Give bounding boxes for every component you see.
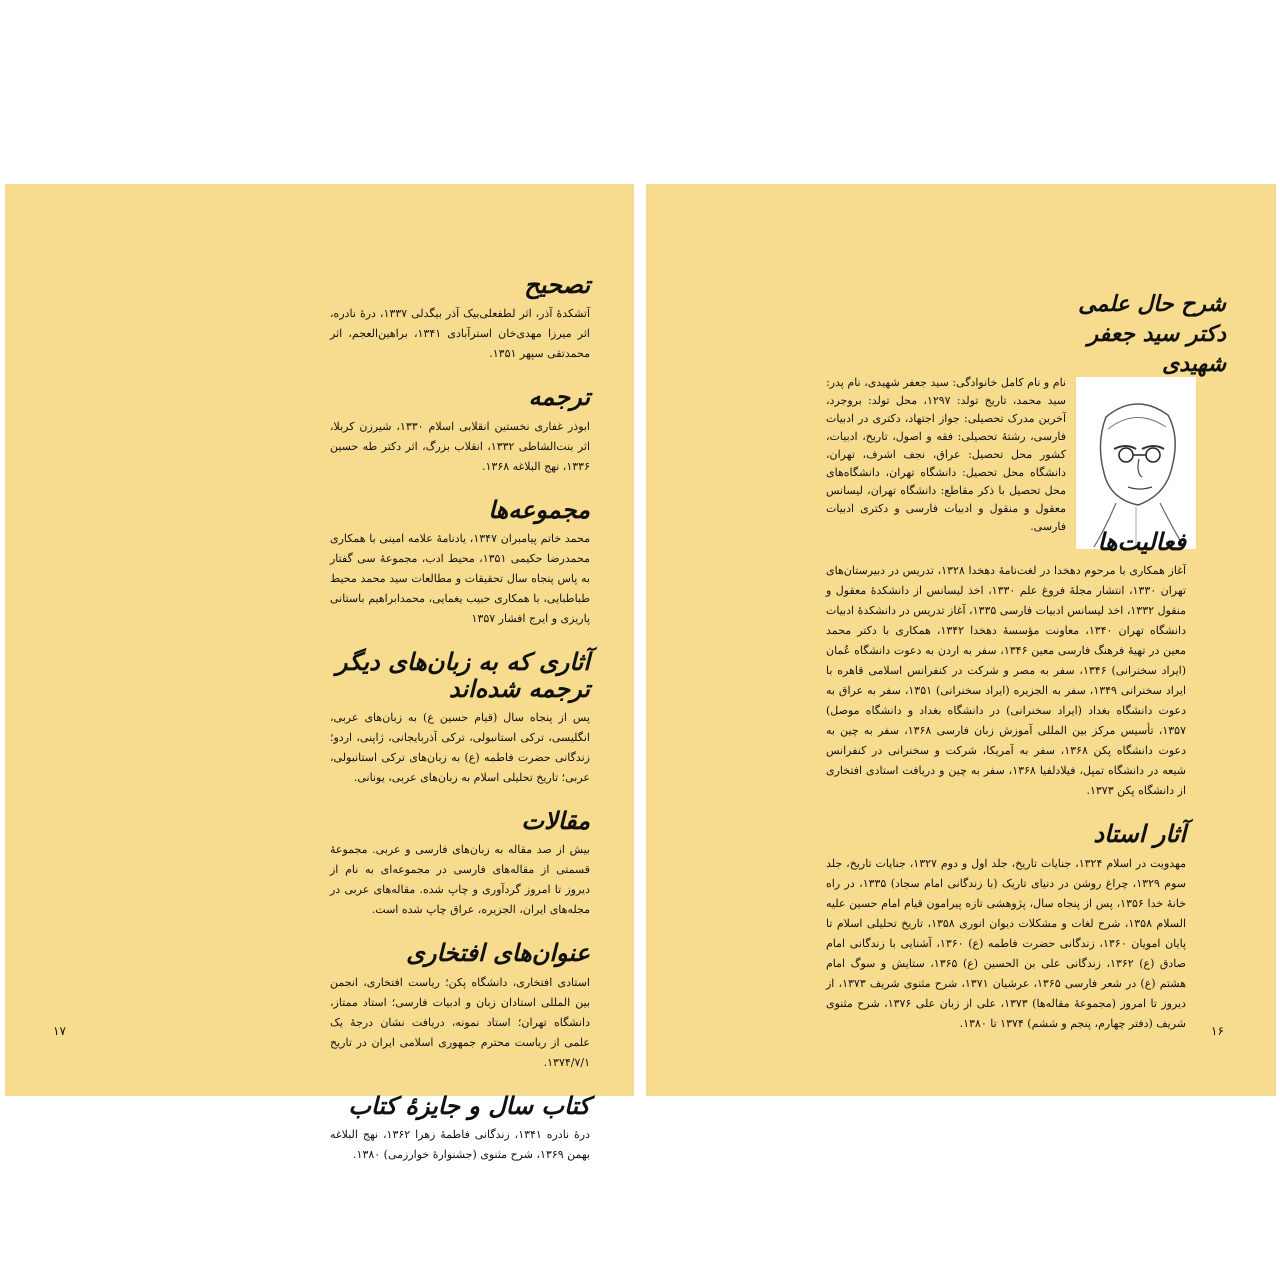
section-honorary-titles	[330, 940, 590, 1072]
left-page	[5, 184, 634, 1162]
bio-intro: نام و نام کامل خانوادگی: سید جعفر شهیدی، نام پدر: سید محمد، تاریخ تولد: ۱۲۹۷، محل تولد: بروجرد، آخرین مدرک تحصیلی: جواز اجتهاد، دکتری در ادبیات فارسی، رشتهٔ تحصیلی: فقه و اصول، تاریخ، ادبیات، کشور محل تحصیل: عراق، نجف اشرف، تهران، دانشگاه محل تحصیل: دانشگاه تهران، دانشگاه‌های محل تحصیل با ذکر مقاطع: دانشگاه تهران، لیسانس معقول و منقول و ادبیات فارسی و دکتری ادبیات فارسی.	[826, 376, 1066, 533]
section-correction	[330, 272, 590, 364]
section-title: مقالات	[521, 805, 590, 835]
section-body: بیش از صد مقاله به زبان‌های فارسی و عربی. مجموعهٔ قسمتی از مقاله‌های فارسی در مجموعه‌ای به نام از دیروز تا امروز گردآوری و چاپ شده. مقاله‌های عربی در مجله‌های ایران، الجزیره، عراق چاپ شده است.	[330, 843, 590, 917]
section-title: عنوان‌های افتخاری	[406, 938, 590, 968]
section-collections	[330, 494, 591, 629]
section-body: استادی افتخاری، دانشگاه پکن؛ ریاست افتخاری، انجمن بین المللی استادان زبان و ادبیات فارسی؛ استاد ممتاز، دانشگاه تهران؛ استاد نمونه، دریافت نشان درجهٔ یک علمی از ریاست محترم جمهوری اسلامی ایران در تاریخ ۱۳۷۴/۷/۱.	[330, 975, 590, 1069]
section-activities	[826, 529, 1186, 801]
section-translation	[330, 384, 590, 476]
section-articles	[330, 805, 590, 920]
section-body: مهدویت در اسلام ۱۳۲۴، جنایات تاریخ، جلد اول و دوم ۱۳۲۷، جنایات تاریخ، جلد سوم ۱۳۲۹، چراغ روشن در دنیای تاریک (با زندگانی امام سجاد) ۱۳۳۵، در راه خانهٔ خدا ۱۳۵۶، پس از پنجاه سال، پژوهشی تازه پیرامون قیام امام حسین علیه السلام ۱۳۵۸، شرح لغات و مشکلات دیوان انوری ۱۳۵۸، تاریخ تحلیلی اسلام تا پایان امویان ۱۳۶۰، زندگانی حضرت فاطمه (ع) ۱۳۶۰، آشنایی با زندگانی امام صادق (ع) ۱۳۶۲، زندگانی علی بن الحسین (ع) ۱۳۶۵، ستایش و سوگ امام هشتم (ع) در شعر فارسی ۱۳۶۵، عرشیان ۱۳۷۱، شرح مثنوی شریف ۱۳۷۳، از دیروز تا امروز (مجموعهٔ مقاله‌ها) ۱۳۷۳، علی از زبان علی ۱۳۷۶، شرح مثنوی شریف (دفتر چهارم، پنجم و ششم) ۱۳۷۴ تا ۱۳۸۰.	[826, 856, 1187, 1030]
section-title: آثاری که به زبان‌های دیگر ترجمه شده‌اند	[335, 647, 590, 703]
bio-heading-line2: دکتر سید جعفر شهیدی	[1087, 321, 1226, 377]
section-translated-works	[330, 649, 590, 788]
section-body: محمد خاتم پیامبران ۱۳۴۷، یادنامهٔ علامه امینی با همکاری محمدرضا حکیمی ۱۳۵۱، محیط ادب، مجموعهٔ سی گفتار به پاس پنجاه سال تحقیقات و مطالعات سید محمد محیط طباطبایی، با همکاری حبیب یغمایی، محمدابراهیم باستانی پاریزی و ایرج افشار ۱۳۵۷	[330, 532, 591, 626]
section-body: آتشکدهٔ آذر، اثر لطفعلی‌بیک آذر بیگدلی ۱۳۳۷، درهٔ نادره، اثر میرزا مهدی‌خان استرآبادی ۱۳۴۱، براهین‌العجم، اثر محمدتقی سپهر ۱۳۵۱.	[330, 307, 590, 361]
section-body: درهٔ نادره ۱۳۴۱، زندگانی فاطمهٔ زهرا ۱۳۶۲، نهج البلاغه بهمن ۱۳۶۹، شرح مثنوی (جشنوارهٔ خوارزمی) ۱۳۸۰.	[330, 1128, 590, 1162]
section-title: مجموعه‌ها	[488, 494, 590, 524]
portrait-sketch-icon	[1076, 377, 1196, 549]
bio-heading-line1: شرح حال علمی	[1078, 291, 1226, 317]
section-body: آغاز همکاری با مرحوم دهخدا در لغت‌نامهٔ دهخدا ۱۳۲۸، تدریس در دبیرستان‌های تهران ۱۳۳۰، انتشار مجلهٔ فروغ علم ۱۳۳۰، اخذ لیسانس از دانشکدهٔ معقول و منقول ۱۳۳۲، اخذ لیسانس ادبیات فارسی ۱۳۳۵، آغاز تدریس در دانشکدهٔ ادبیات دانشگاه تهران ۱۳۴۰، معاونت مؤسسهٔ دهخدا ۱۳۴۲، همکاری با دکتر محمد معین در تهیهٔ فرهنگ فارسی معین ۱۳۴۶، سفر به اردن به دعوت دانشگاه عُمان (ایراد سخنرانی) ۱۳۴۶، سفر به مصر و شرکت در کنفرانس اسلامی قاهره با ایراد سخنرانی ۱۳۴۹، سفر به الجزیره (ایراد سخنرانی) ۱۳۵۱، سفر به عراق به دعوت دانشگاه بغداد (ایراد سخنرانی) در دانشگاه بغداد و دانشگاه موصل) ۱۳۵۷، تأسیس مرکز بین المللی آموزش زبان فارسی ۱۳۶۸، سفر به چین به دعوت دانشگاه پکن ۱۳۶۸، سفر به آمریکا، شرکت و سخنرانی در کنفرانس شیعه در دانشگاه تمپل، فیلادلفیا ۱۳۶۸، سفر به چین و دریافت استادی افتخاری از دانشگاه پکن ۱۳۷۳.	[826, 564, 1187, 798]
section-book-awards	[330, 1090, 590, 1165]
section-title: کتاب سال و جایزهٔ کتاب	[348, 1090, 590, 1120]
section-works	[826, 821, 1186, 1033]
section-body: ابوذر غفاری نخستین انقلابی اسلام ۱۳۳۰، شیرزن کربلا، اثر بنت‌الشاطی ۱۳۳۲، انقلاب بزرگ، اثر دکتر طه حسین ۱۳۳۶، نهج البلاغه ۱۳۶۸.	[330, 419, 591, 473]
section-title: آثار استاد	[1093, 819, 1186, 849]
right-page	[646, 184, 1276, 1096]
section-body: پس از پنجاه سال (قیام حسین ع) به زبان‌های عربی، انگلیسی، ترکی استانبولی، ترکی آذربایجانی، ژاپنی، اردو؛ زندگانی حضرت فاطمه (ع) به زبان‌های ترکی استانبولی، عربی؛ تاریخ تحلیلی اسلام به زبان‌های عربی، یونانی.	[330, 710, 590, 784]
left-column	[330, 272, 590, 1185]
section-title: ترجمه	[528, 382, 590, 412]
section-title: فعالیت‌ها	[1097, 527, 1186, 556]
page-number: ۱۶	[1211, 1024, 1224, 1038]
page-number: ۱۷	[53, 1024, 66, 1038]
bio-heading	[1026, 289, 1226, 379]
right-column	[826, 529, 1186, 1054]
section-title: تصحیح	[524, 270, 590, 299]
